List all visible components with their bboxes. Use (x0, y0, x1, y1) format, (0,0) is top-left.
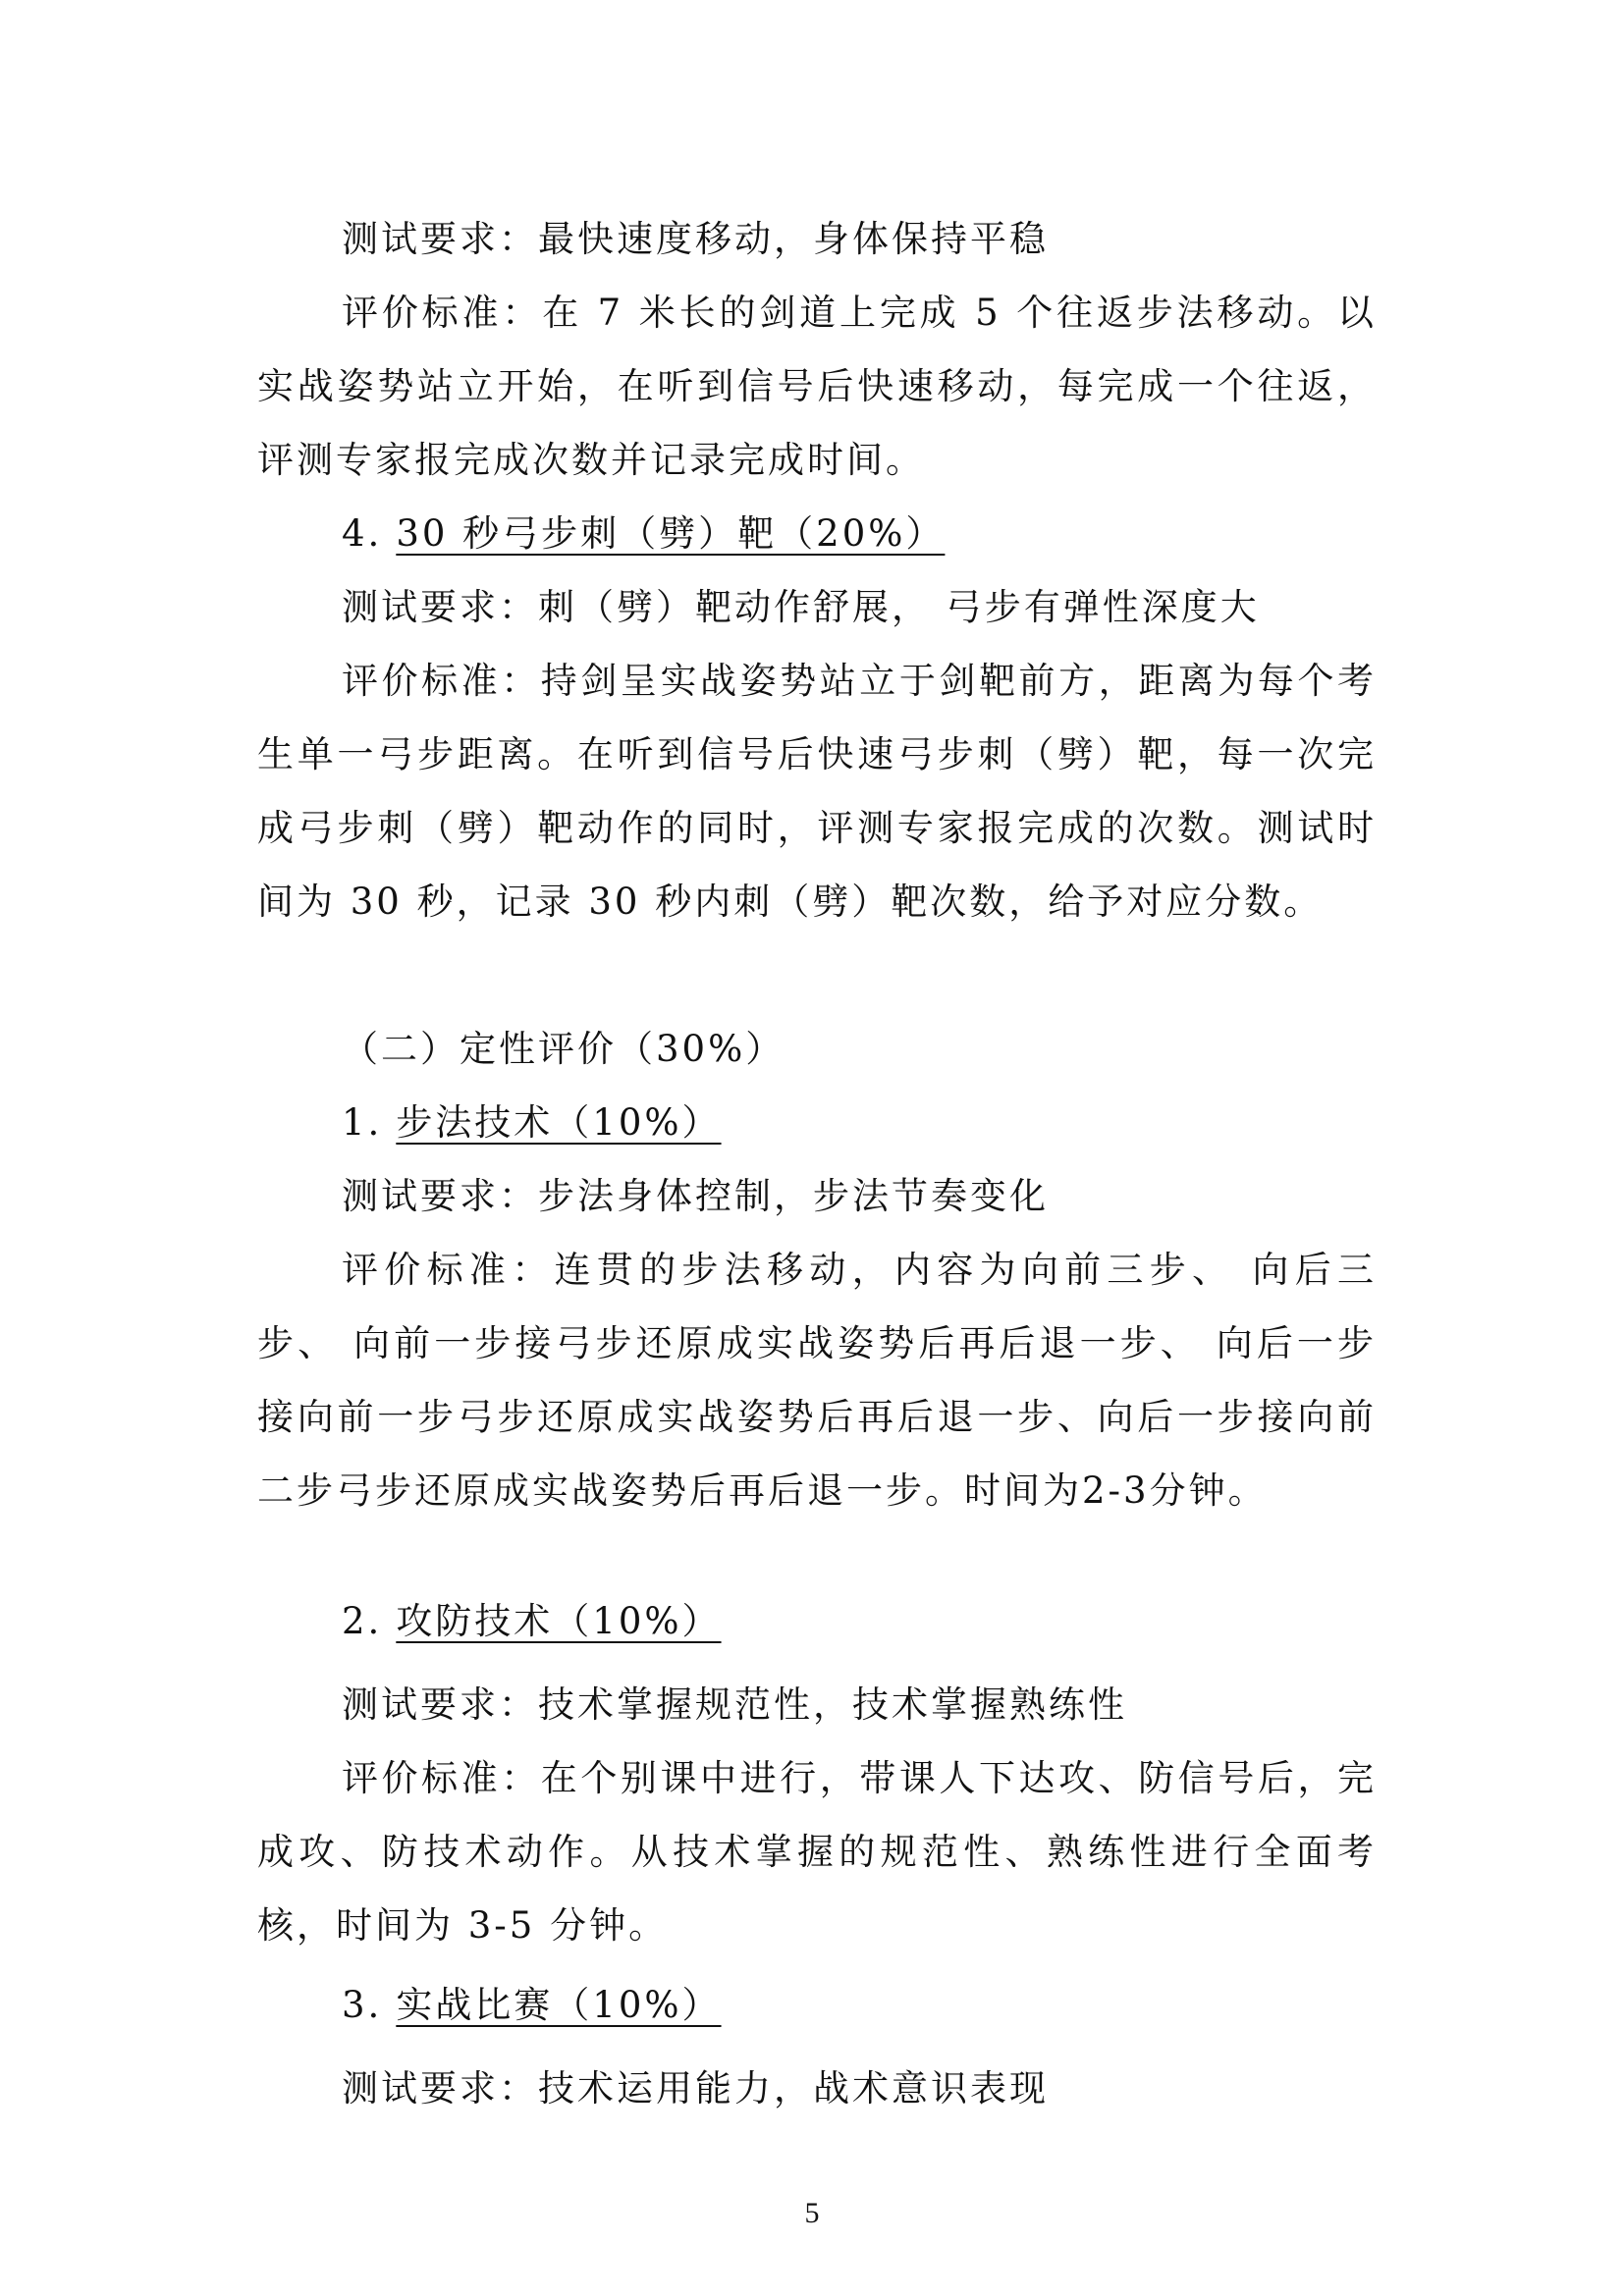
paragraph-evaluation-footwork-round-trip: 评价标准：在 7 米长的剑道上完成 5 个往返步法移动。以实战姿势站立开始，在听到信号后快速移动，每完成一个往返，评测专家报完成次数并记录完成时间。 (257, 292, 1377, 481)
paragraph-test-requirement-attack-defense: 测试要求：技术掌握规范性，技术掌握熟练性 (342, 1683, 1127, 1726)
paragraph-evaluation-attack-defense: 评价标准：在个别课中进行，带课人下达攻、防信号后，完成攻、防技术动作。从技术掌握的规范性、熟练性进行全面考核，时间为 3-5 分钟。 (257, 1757, 1377, 1947)
section-qualitative-evaluation: （二）定性评价（30%） (342, 1028, 785, 1070)
paragraph-test-requirement-lunge: 测试要求：刺（劈）靶动作舒展， 弓步有弹性深度大 (342, 586, 1260, 628)
heading-item-1 (342, 1086, 722, 1159)
heading-item-4 (342, 497, 945, 570)
paragraph-evaluation-lunge-target: 评价标准：持剑呈实战姿势站立于剑靶前方，距离为每个考生单一弓步距离。在听到信号后快速弓步刺（劈）靶，每一次完成弓步刺（劈）靶动作的同时，评测专家报完成的次数。测试时间为 30 秒，记录 30 秒内刺（劈）靶次数，给予对应分数。 (257, 660, 1377, 923)
heading-item-3 (342, 1968, 722, 2042)
heading-item-3-title: 实战比赛（10%） (396, 1984, 722, 2026)
heading-item-4-title: 30 秒弓步刺（劈）靶（20%） (396, 512, 946, 555)
paragraph-test-requirement-footwork: 测试要求：步法身体控制，步法节奏变化 (342, 1175, 1049, 1217)
paragraph-evaluation-footwork: 评价标准：连贯的步法移动，内容为向前三步、 向后三步、 向前一步接弓步还原成实战姿势后再后退一步、 向后一步接向前一步弓步还原成实战姿势后再后退一步、向后一步接向前二步弓步还原成实战姿势后再后退一步。时间为2-3分钟。 (257, 1249, 1377, 1512)
heading-item-4-number: 4. (342, 512, 383, 555)
paragraph-test-requirement-speed: 测试要求：最快速度移动，身体保持平稳 (342, 218, 1049, 260)
heading-item-2-number: 2. (342, 1600, 383, 1642)
heading-item-3-number: 3. (342, 1984, 383, 2026)
page-number: 5 (804, 2197, 820, 2229)
heading-item-1-title: 步法技术（10%） (396, 1101, 722, 1144)
heading-item-1-number: 1. (342, 1101, 383, 1144)
heading-item-2-title: 攻防技术（10%） (396, 1600, 722, 1642)
paragraph-test-requirement-match: 测试要求：技术运用能力，战术意识表现 (342, 2067, 1049, 2109)
heading-item-2 (342, 1584, 722, 1658)
